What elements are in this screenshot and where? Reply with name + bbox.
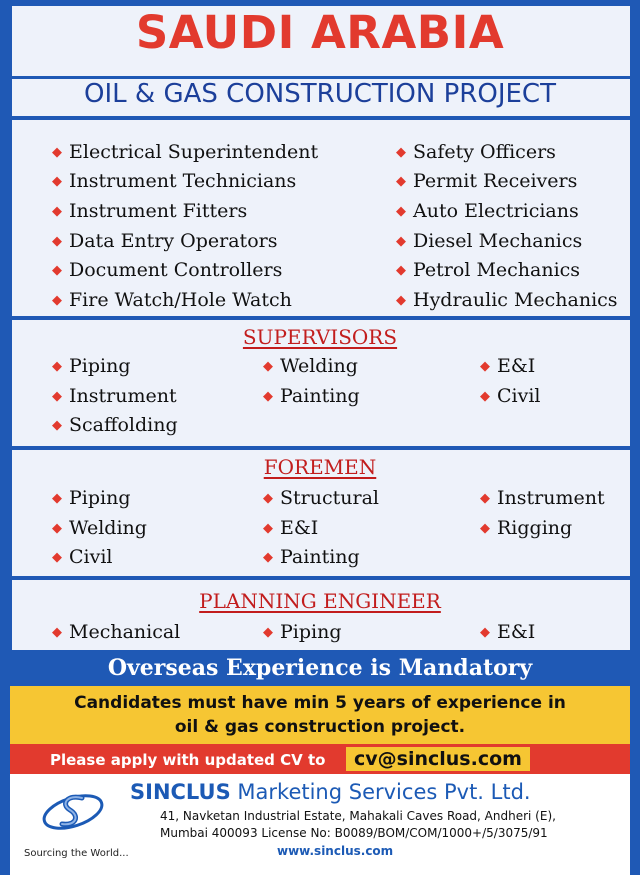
company-address-line-1: 41, Navketan Industrial Estate, Mahakali Caves Road, Andheri (E), — [160, 809, 556, 823]
apply-banner — [10, 744, 630, 774]
company-name: SINCLUS Marketing Services Pvt. Ltd. — [130, 780, 531, 804]
supervisors-heading: SUPERVISORS — [242, 325, 398, 349]
list-item: ◆ Fire Watch/Hole Watch — [52, 289, 292, 311]
list-item: ◆ Rigging — [480, 517, 573, 539]
list-item: ◆ Welding — [52, 517, 147, 539]
apply-email-link[interactable]: cv@sinclus.com — [346, 747, 530, 771]
list-item: ◆ Painting — [263, 546, 360, 568]
foremen-heading: FOREMEN — [263, 455, 377, 479]
company-tagline: Sourcing the World... — [24, 848, 129, 859]
list-item: ◆ Document Controllers — [52, 259, 283, 281]
list-item: ◆ Petrol Mechanics — [396, 259, 581, 281]
company-logo — [38, 782, 108, 842]
company-address-line-2: Mumbai 400093 License No: B0089/BOM/COM/1000+/5/3075/91 — [160, 826, 548, 840]
list-item: ◆ Structural — [263, 487, 379, 509]
list-item: ◆ Instrument — [480, 487, 605, 509]
list-item: ◆ Welding — [263, 355, 358, 377]
list-item: ◆ Piping — [52, 487, 131, 509]
list-item: ◆ Diesel Mechanics — [396, 230, 583, 252]
requirement-line-1: Candidates must have min 5 years of experience in — [74, 693, 566, 713]
list-item: ◆ Auto Electricians — [396, 200, 579, 222]
list-item: ◆ Hydraulic Mechanics — [396, 289, 618, 311]
list-item: ◆ E&I — [480, 355, 536, 377]
poster-subtitle: OIL & GAS CONSTRUCTION PROJECT — [84, 79, 556, 109]
list-item: ◆ Mechanical — [52, 621, 181, 643]
list-item: ◆ Permit Receivers — [396, 170, 578, 192]
list-item: ◆ Piping — [263, 621, 342, 643]
list-item: ◆ Data Entry Operators — [52, 230, 278, 252]
apply-text: Please apply with updated CV to — [50, 751, 326, 769]
planning-heading: PLANNING ENGINEER — [199, 589, 441, 613]
requirement-banner — [10, 686, 630, 744]
poster-title: SAUDI ARABIA — [135, 6, 505, 59]
list-item: ◆ Instrument — [52, 385, 177, 407]
requirement-line-2: oil & gas construction project. — [174, 717, 466, 737]
list-item: ◆ Safety Officers — [396, 141, 556, 163]
list-item: ◆ Civil — [480, 385, 541, 407]
list-item: ◆ Scaffolding — [52, 414, 178, 436]
list-item: ◆ Painting — [263, 385, 360, 407]
list-item: ◆ Electrical Superintendent — [52, 141, 319, 163]
list-item: ◆ Instrument Technicians — [52, 170, 297, 192]
list-item: ◆ Instrument Fitters — [52, 200, 248, 222]
list-item: ◆ Piping — [52, 355, 131, 377]
list-item: ◆ E&I — [480, 621, 536, 643]
list-item: ◆ E&I — [263, 517, 319, 539]
company-website-link[interactable]: www.sinclus.com — [277, 844, 394, 858]
mandatory-notice: Overseas Experience is Mandatory — [107, 655, 533, 681]
list-item: ◆ Civil — [52, 546, 113, 568]
company-footer — [10, 774, 630, 875]
